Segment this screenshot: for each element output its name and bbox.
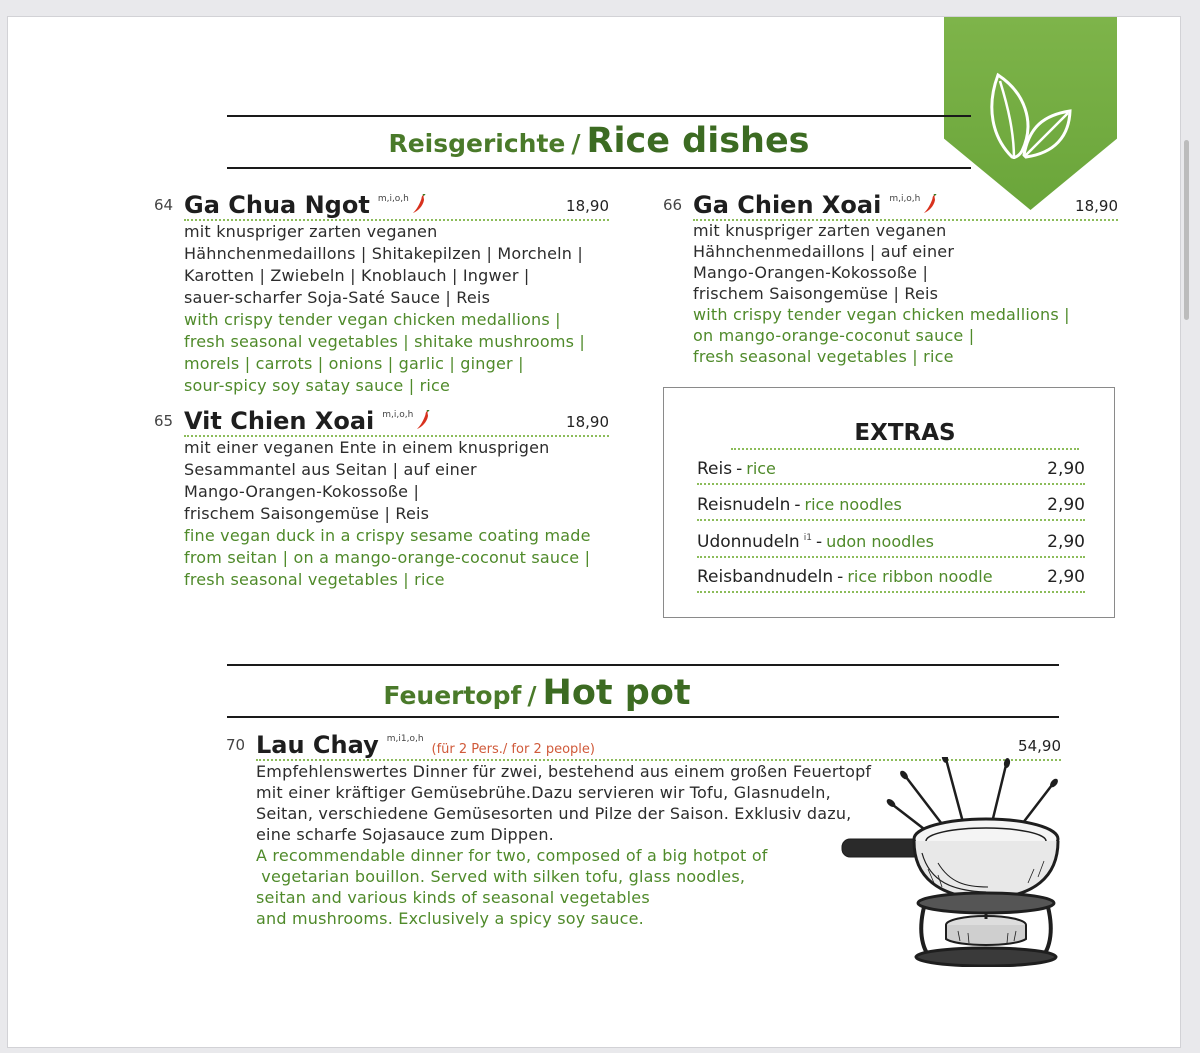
- description-de-line: Empfehlenswertes Dinner für zwei, bestehend aus einem großen Feuertopf: [256, 762, 872, 781]
- scrollbar[interactable]: [1184, 140, 1189, 320]
- extra-name-de: Reisnudeln: [697, 495, 791, 515]
- item-header: [184, 408, 609, 437]
- item-name: Vit Chien Xoai: [184, 407, 375, 435]
- extras-row: [697, 532, 1085, 558]
- description-de-line: Mango-Orangen-Kokossoße |: [693, 263, 929, 282]
- serving-note: (für 2 Pers./ for 2 people): [431, 742, 595, 757]
- chili-pepper-icon: [416, 410, 430, 430]
- description-de-line: eine scharfe Sojasauce zum Dippen.: [256, 825, 554, 844]
- extra-separator: -: [815, 532, 823, 552]
- menu-item-64: [154, 192, 609, 402]
- allergen-codes: m,i,o,h: [382, 410, 414, 420]
- description-en-line: fresh seasonal vegetables | rice: [184, 570, 445, 589]
- allergen-codes: m,i1,o,h: [386, 734, 424, 744]
- allergen-codes: m,i,o,h: [889, 194, 921, 204]
- description-de-line: mit knuspriger zarten veganen: [693, 221, 947, 240]
- rice-section-title: [227, 121, 971, 161]
- item-price: 54,90: [1018, 737, 1061, 755]
- description-de-line: Hähnchenmedaillons | Shitakepilzen | Morcheln |: [184, 244, 584, 263]
- extras-row: [697, 567, 1085, 593]
- item-number: 66: [663, 196, 683, 214]
- rice-title-separator: /: [571, 129, 581, 158]
- extra-price: 2,90: [1047, 532, 1085, 552]
- description-de-line: Hähnchenmedaillons | auf einer: [693, 242, 955, 261]
- description-de-line: Seitan, verschiedene Gemüsesorten und Pilze der Saison. Exklusiv dazu,: [256, 804, 852, 823]
- extras-row: [697, 459, 1085, 485]
- description-en-line: vegetarian bouillon. Served with silken tofu, glass noodles,: [256, 867, 746, 886]
- extra-name-en: rice noodles: [804, 495, 902, 514]
- item-description: [184, 437, 614, 591]
- item-price: 18,90: [1075, 197, 1118, 215]
- extra-name-de: Reis: [697, 459, 733, 479]
- description-en-line: with crispy tender vegan chicken medallions |: [693, 305, 1070, 324]
- description-en-line: and mushrooms. Exclusively a spicy soy sauce.: [256, 909, 644, 928]
- item-name: Ga Chua Ngot: [184, 191, 370, 219]
- extra-separator: -: [736, 459, 743, 479]
- description-de-line: frischem Saisongemüse | Reis: [693, 284, 939, 303]
- description-en-line: seitan and various kinds of seasonal vegetables: [256, 888, 650, 907]
- description-en-line: on mango-orange-coconut sauce |: [693, 326, 975, 345]
- item-number: 70: [226, 736, 246, 754]
- menu-item-66: [663, 192, 1118, 372]
- hotpot-title-separator: /: [527, 681, 537, 710]
- item-header: [184, 192, 609, 221]
- description-de-line: Sesammantel aus Seitan | auf einer: [184, 460, 477, 479]
- extra-name-de: Reisbandnudeln: [697, 567, 834, 587]
- hotpot-title-en: Hot pot: [542, 673, 691, 713]
- extras-row: [697, 495, 1085, 521]
- description-en-line: with crispy tender vegan chicken medallions |: [184, 310, 561, 329]
- item-name: Ga Chien Xoai: [693, 191, 882, 219]
- item-price: 18,90: [566, 197, 609, 215]
- item-description: [693, 220, 1123, 367]
- hotpot-section-bottom-rule: [227, 716, 1059, 718]
- description-de-line: mit einer kräftiger Gemüsebrühe.Dazu servieren wir Tofu, Glasnudeln,: [256, 783, 831, 802]
- description-de-line: mit knuspriger zarten veganen: [184, 222, 438, 241]
- extras-box: [663, 387, 1115, 618]
- allergen-codes: i1: [803, 533, 812, 544]
- extra-name-en: rice: [746, 459, 776, 478]
- hotpot-title-de: Feuertopf: [383, 681, 522, 710]
- item-number: 65: [154, 412, 174, 430]
- item-header: [693, 192, 1118, 221]
- description-en-line: A recommendable dinner for two, composed of a big hotpot of: [256, 846, 768, 865]
- leaf-icon: [984, 67, 1076, 167]
- description-en-line: from seitan | on a mango-orange-coconut sauce |: [184, 548, 591, 567]
- chili-pepper-icon: [412, 194, 426, 214]
- hotpot-section-title: [227, 673, 847, 713]
- rice-title-de: Reisgerichte: [388, 129, 566, 158]
- description-de-line: sauer-scharfer Soja-Saté Sauce | Reis: [184, 288, 491, 307]
- extra-name-en: udon noodles: [826, 532, 934, 551]
- item-number: 64: [154, 196, 174, 214]
- description-en-line: morels | carrots | onions | garlic | ginger |: [184, 354, 524, 373]
- description-en-line: fine vegan duck in a crispy sesame coating made: [184, 526, 591, 545]
- description-de-line: frischem Saisongemüse | Reis: [184, 504, 430, 523]
- description-de-line: Karotten | Zwiebeln | Knoblauch | Ingwer |: [184, 266, 530, 285]
- extra-name-en: rice ribbon noodle: [847, 567, 993, 586]
- description-en-line: sour-spicy soy satay sauce | rice: [184, 376, 451, 395]
- item-description: [184, 221, 614, 397]
- chili-pepper-icon: [923, 194, 937, 214]
- item-description: [256, 761, 896, 929]
- extra-separator: -: [837, 567, 844, 587]
- rice-title-en: Rice dishes: [586, 121, 810, 161]
- extra-price: 2,90: [1047, 459, 1085, 479]
- item-price: 18,90: [566, 413, 609, 431]
- rice-section-bottom-rule: [227, 167, 971, 169]
- description-de-line: mit einer veganen Ente in einem knusprigen: [184, 438, 550, 457]
- menu-item-65: [154, 408, 609, 598]
- item-name: Lau Chay: [256, 731, 379, 759]
- description-de-line: Mango-Orangen-Kokossoße |: [184, 482, 420, 501]
- description-en-line: fresh seasonal vegetables | shitake mushrooms |: [184, 332, 586, 351]
- extras-title: EXTRAS: [731, 420, 1079, 450]
- rice-section-top-rule: [227, 115, 971, 117]
- extra-separator: -: [794, 495, 801, 515]
- description-en-line: fresh seasonal vegetables | rice: [693, 347, 954, 366]
- extra-name-de: Udonnudeln: [697, 532, 800, 552]
- extra-price: 2,90: [1047, 567, 1085, 587]
- fondue-pot-illustration: [838, 757, 1063, 967]
- extra-price: 2,90: [1047, 495, 1085, 515]
- allergen-codes: m,i,o,h: [377, 194, 409, 204]
- hotpot-section-top-rule: [227, 664, 1059, 666]
